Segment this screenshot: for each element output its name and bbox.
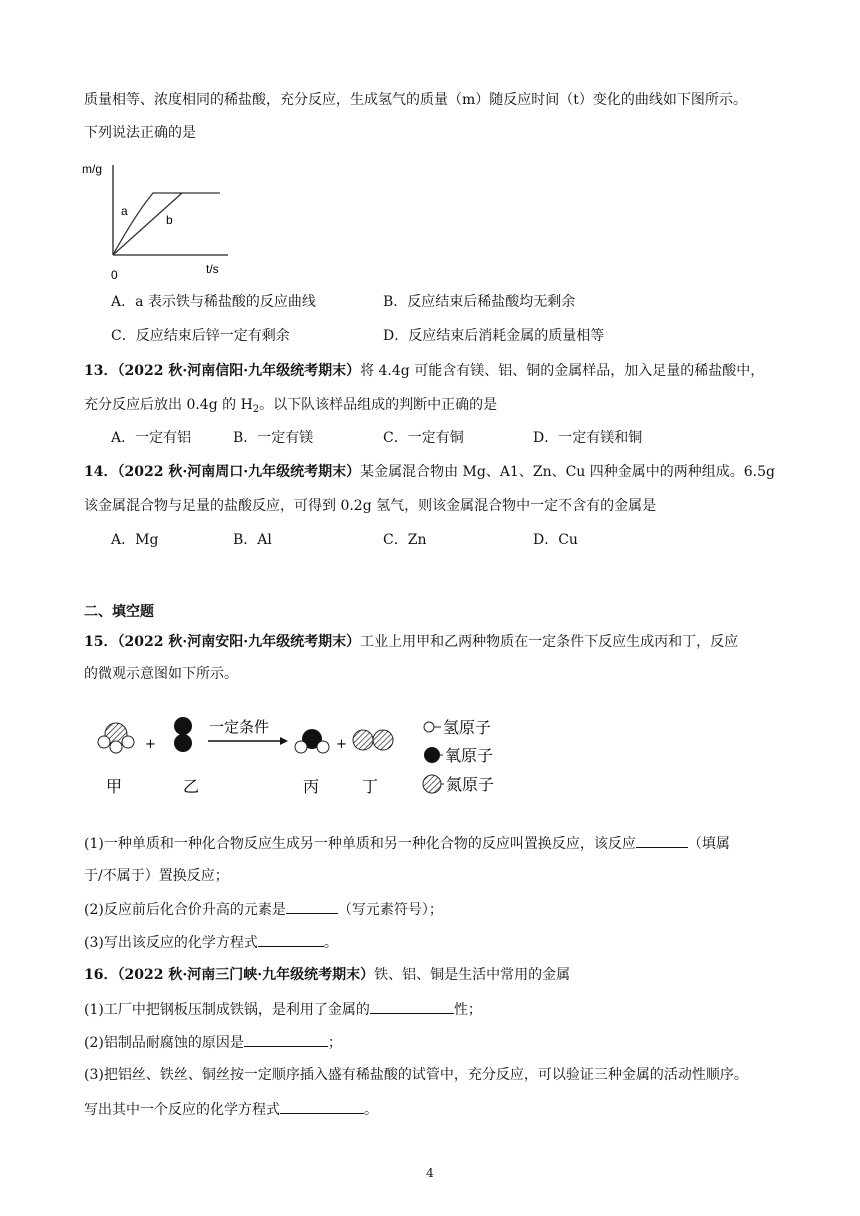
q15-sub3 bbox=[84, 932, 338, 953]
q14-option-d: D．Cu bbox=[533, 532, 578, 548]
q15-sub1-line2: 于/不属于）置换反应； bbox=[84, 868, 229, 884]
q13-source: 13．（2022 秋·河南信阳·九年级统考期末） bbox=[84, 363, 361, 379]
q16-sub1-end: 性； bbox=[453, 1002, 482, 1018]
q14-text: 某金属混合物由 Mg、A1、Zn、Cu 四种金属中的两种组成。6.5g bbox=[360, 464, 775, 480]
molecule-jia bbox=[98, 723, 134, 753]
graph-xlabel: t/s bbox=[206, 262, 219, 276]
q14-line1 bbox=[84, 462, 775, 482]
curve-b-label: b bbox=[166, 213, 173, 227]
q13-option-a: A．一定有铝 bbox=[111, 430, 192, 446]
q12-line2: 下列说法正确的是 bbox=[84, 125, 196, 141]
q13-line2-sub: 2 bbox=[252, 404, 260, 415]
legend-nitrogen: 氮原子 bbox=[446, 775, 495, 794]
q12-option-c: C．反应结束后锌一定有剩余 bbox=[111, 328, 290, 344]
legend bbox=[423, 718, 494, 794]
q16-sub1 bbox=[84, 999, 482, 1020]
q15-sub3-text: (3)写出该反应的化学方程式 bbox=[84, 935, 258, 951]
label-ding: 丁 bbox=[362, 777, 379, 796]
plus-1: + bbox=[145, 737, 156, 752]
q12-graph bbox=[80, 153, 230, 283]
molecule-bing bbox=[295, 729, 329, 753]
q15-sub2-text: (2)反应前后化合价升高的元素是 bbox=[84, 902, 286, 918]
legend-hydrogen: 氢原子 bbox=[443, 718, 492, 737]
q16-sub1-text: (1)工厂中把钢板压制成铁锅，是利用了金属的 bbox=[84, 1002, 370, 1018]
reaction-diagram bbox=[90, 712, 520, 802]
q13-line1 bbox=[84, 361, 764, 381]
q15-sub3-end: 。 bbox=[323, 935, 338, 951]
q15-sub1-text: (1)一种单质和一种化合物反应生成另一种单质和另一种化合物的反应叫置换反应，该反应 bbox=[84, 836, 636, 852]
q13-text: 将 4.4g 可能含有镁、铝、铜的金属样品，加入足量的稀盐酸中， bbox=[360, 363, 765, 379]
arrow-head bbox=[280, 737, 288, 745]
q15-line2: 的微观示意图如下所示。 bbox=[84, 666, 238, 682]
q15-sub1-hint: （填属 bbox=[687, 836, 730, 852]
q14-option-b: B．Al bbox=[233, 532, 272, 548]
graph-ylabel: m/g bbox=[82, 162, 103, 176]
section-title: 二、填空题 bbox=[84, 604, 154, 620]
q15-blank-3[interactable] bbox=[258, 932, 324, 947]
q16-sub2-end: ； bbox=[327, 1035, 342, 1051]
q13-line2 bbox=[84, 395, 497, 420]
q16-blank-1[interactable] bbox=[370, 999, 454, 1014]
q12-option-d: D．反应结束后消耗金属的质量相等 bbox=[383, 328, 605, 344]
q15-source: 15．（2022 秋·河南安阳·九年级统考期末） bbox=[84, 634, 361, 650]
q15-text: 工业上用甲和乙两种物质在一定条件下反应生成丙和丁，反应 bbox=[360, 634, 739, 650]
q16-blank-2[interactable] bbox=[244, 1032, 328, 1047]
q13-option-d: D．一定有镁和铜 bbox=[533, 430, 643, 446]
arrow-condition: 一定条件 bbox=[209, 718, 270, 736]
q16-sub2-text: (2)铝制品耐腐蚀的原因是 bbox=[84, 1035, 244, 1051]
q14-option-c: C．Zn bbox=[383, 532, 427, 548]
q14-source: 14．（2022 秋·河南周口·九年级统考期末） bbox=[84, 464, 361, 480]
q16-sub3-line2 bbox=[84, 1099, 378, 1120]
molecule-yi bbox=[174, 717, 192, 752]
q14-option-a: A．Mg bbox=[111, 532, 159, 548]
plus-2: + bbox=[336, 737, 347, 752]
q15-sub1-line1 bbox=[84, 833, 730, 854]
label-jia: 甲 bbox=[106, 777, 123, 796]
q16-text: 铁、铝、铜是生活中常用的金属 bbox=[374, 967, 571, 983]
q13-line2-a: 充分反应后放出 0.4g 的 H bbox=[84, 397, 253, 413]
q16-line1 bbox=[84, 965, 570, 985]
q15-line1 bbox=[84, 632, 738, 652]
legend-oxygen: 氧原子 bbox=[445, 746, 494, 765]
q16-sub3-text: 写出其中一个反应的化学方程式 bbox=[84, 1102, 280, 1118]
q12-line1: 质量相等、浓度相同的稀盐酸，充分反应，生成氢气的质量（m）随反应时间（t）变化的曲线如下图所示。 bbox=[84, 92, 747, 108]
q13-option-c: C．一定有铜 bbox=[383, 430, 464, 446]
molecule-ding bbox=[353, 730, 393, 750]
curve-a-label: a bbox=[121, 204, 128, 218]
q16-source: 16．（2022 秋·河南三门峡·九年级统考期末） bbox=[84, 967, 375, 983]
page-number: 4 bbox=[426, 1166, 434, 1180]
label-bing: 丙 bbox=[303, 777, 320, 796]
q15-sub2 bbox=[84, 899, 443, 920]
q16-sub3-end: 。 bbox=[364, 1102, 378, 1118]
label-yi: 乙 bbox=[183, 777, 200, 796]
q15-blank-1[interactable] bbox=[636, 833, 688, 848]
q15-blank-2[interactable] bbox=[286, 899, 338, 914]
q16-sub2 bbox=[84, 1032, 342, 1053]
q15-sub2-hint: （写元素符号）； bbox=[337, 902, 443, 918]
q16-blank-3[interactable] bbox=[280, 1099, 364, 1114]
q12-option-b: B．反应结束后稀盐酸均无剩余 bbox=[383, 294, 576, 310]
q13-line2-b: 。以下队该样品组成的判断中正确的是 bbox=[259, 397, 498, 413]
q12-option-a: A．a 表示铁与稀盐酸的反应曲线 bbox=[111, 294, 316, 310]
q13-option-b: B．一定有镁 bbox=[233, 430, 314, 446]
q16-sub3-line1: (3)把铝丝、铁丝、铜丝按一定顺序插入盛有稀盐酸的试管中，充分反应，可以验证三种金属的活动性顺序。 bbox=[84, 1067, 748, 1083]
q14-line2: 该金属混合物与足量的盐酸反应，可得到 0.2g 氢气，则该金属混合物中一定不含有的金属是 bbox=[84, 498, 657, 514]
graph-origin: 0 bbox=[111, 268, 118, 282]
